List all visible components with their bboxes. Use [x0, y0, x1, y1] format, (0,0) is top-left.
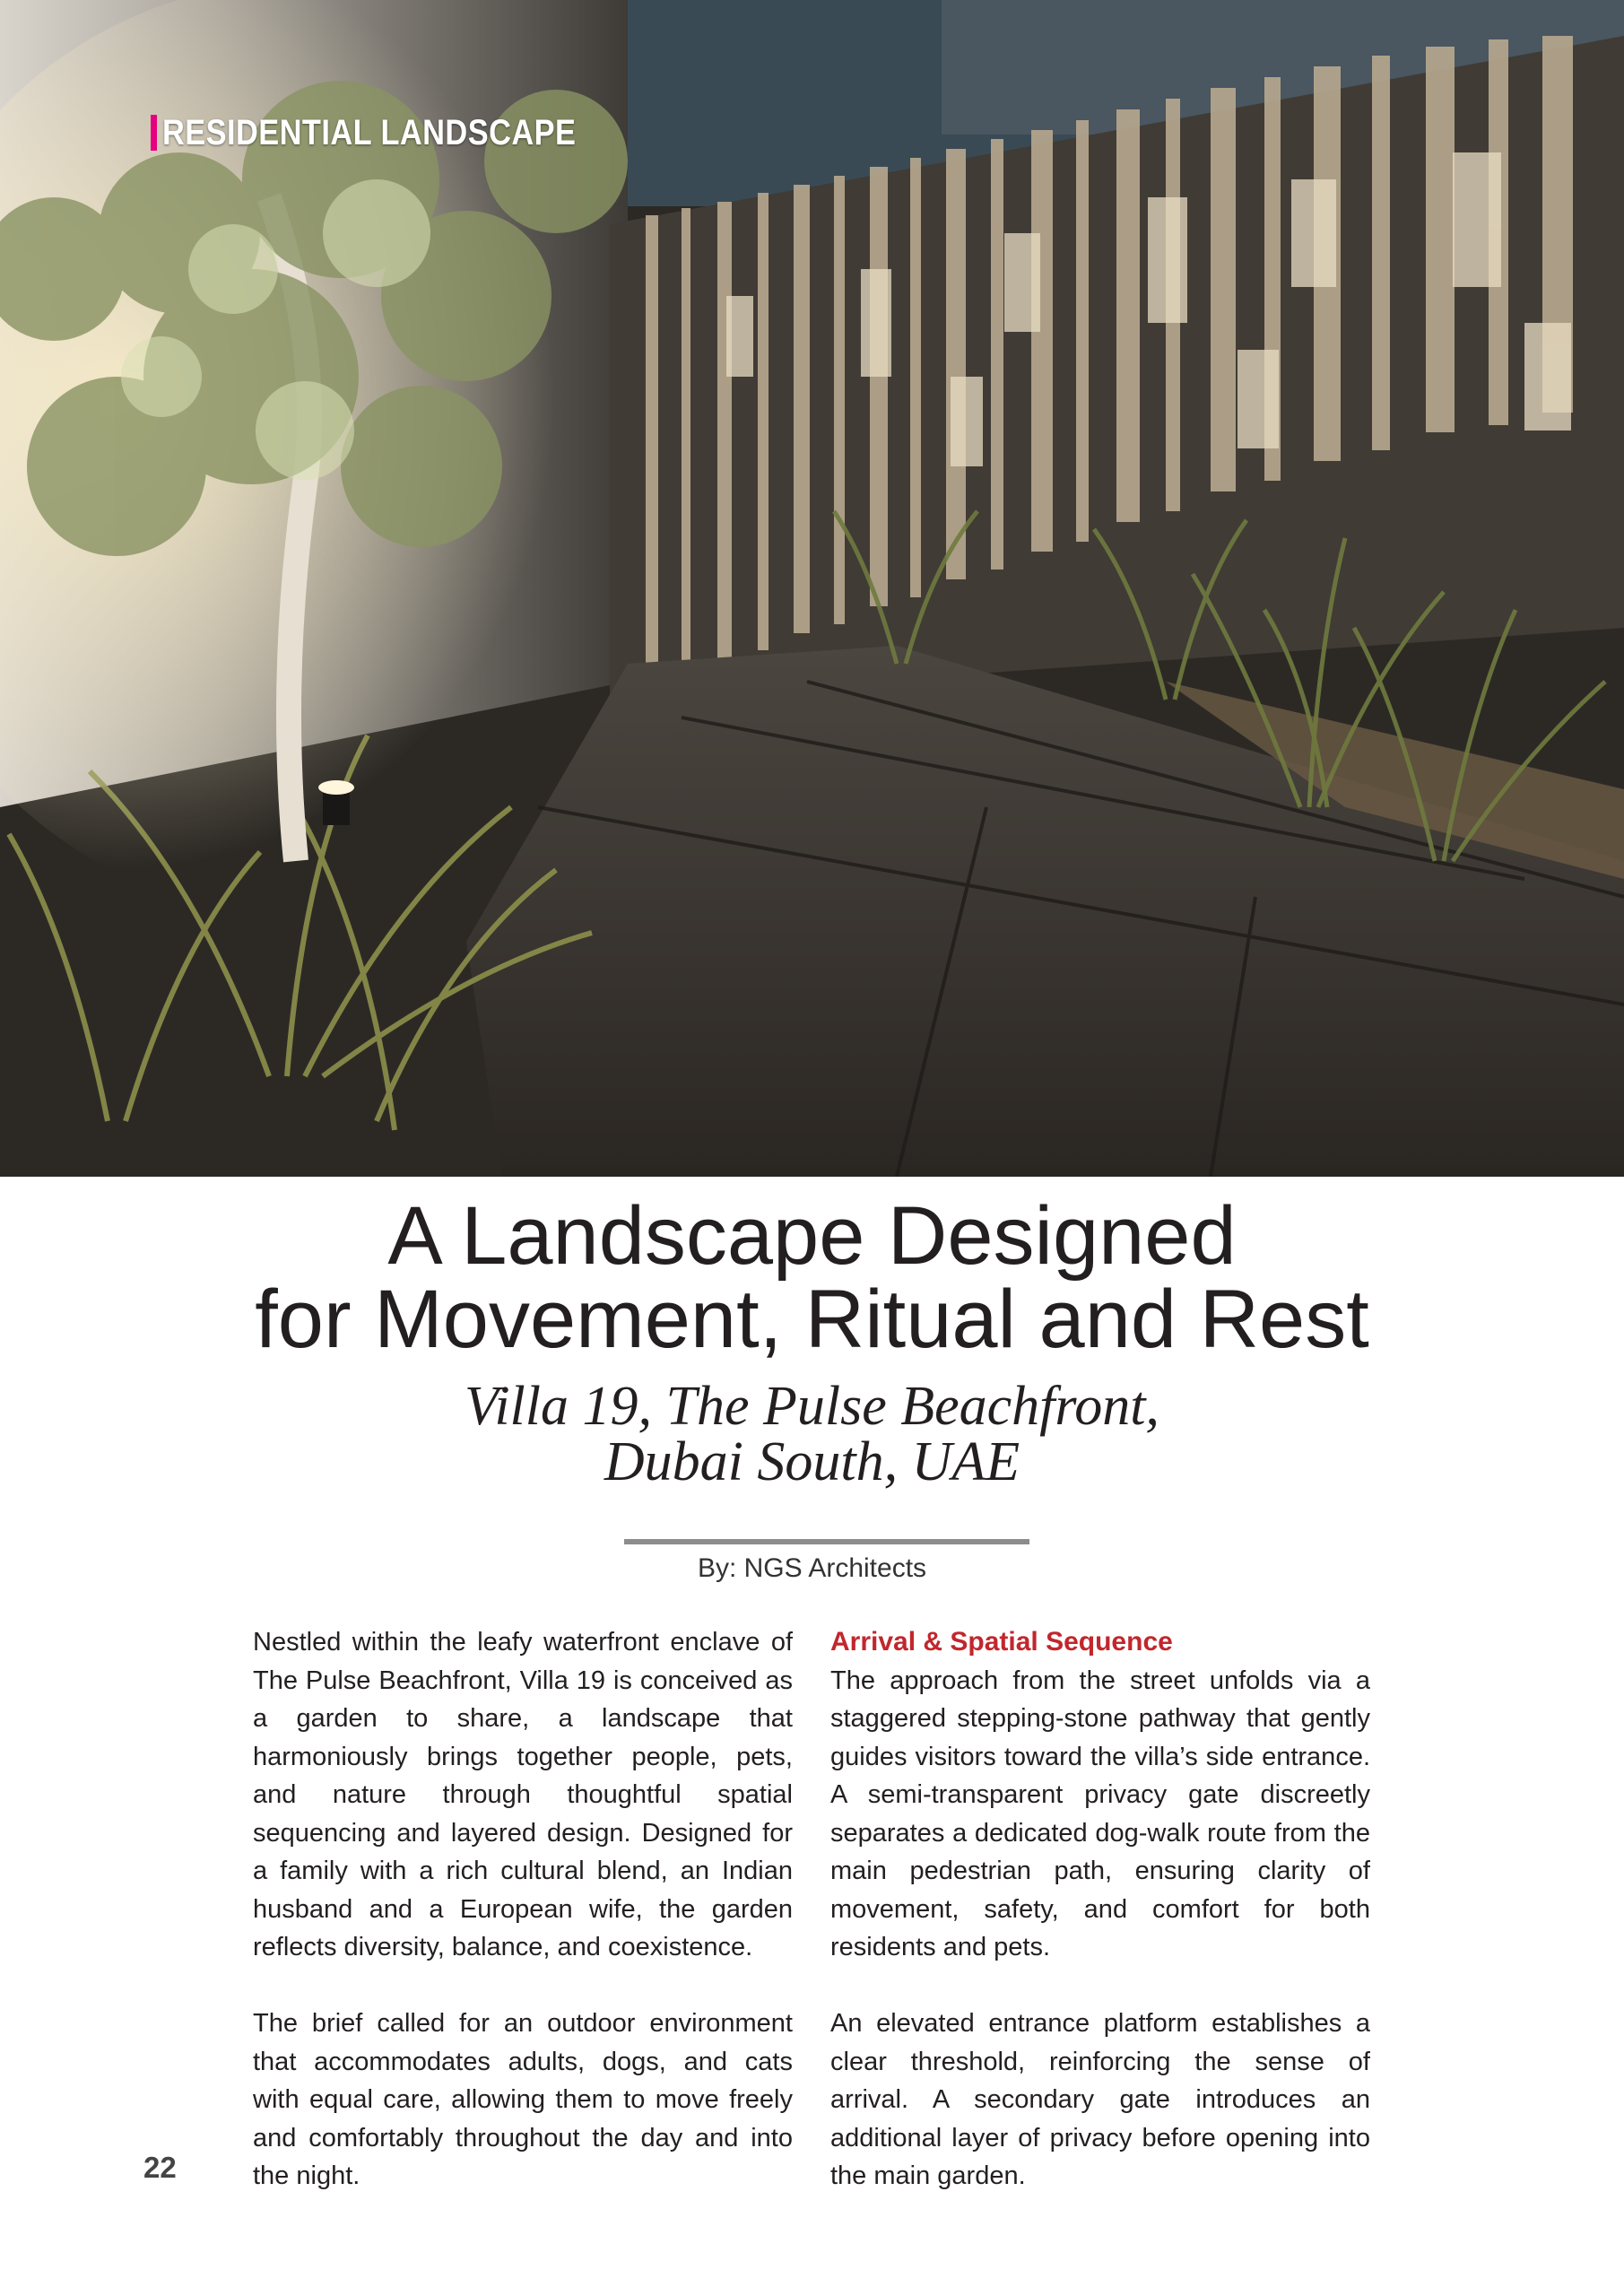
right-paragraph-2: An elevated entrance platform establishes a clear threshold, reinforcing the sense of arrival. A secondary gate introduces an additional layer of privacy before opening into the main garden.	[830, 2009, 1370, 2190]
left-paragraph-2: The brief called for an outdoor environment that accommodates adults, dogs, and cats with equal care, allowing them to move freely and comfortably throughout the day and into the night.	[253, 2009, 793, 2190]
left-column	[253, 1623, 793, 2233]
right-column	[830, 1623, 1370, 2233]
article-subtitle-line-1: Villa 19, The Pulse Beachfront,	[465, 1376, 1159, 1437]
section-tag	[151, 109, 643, 156]
section-tag-accent-bar	[151, 115, 157, 151]
page-number: 22	[143, 2151, 177, 2184]
right-paragraph-1: The approach from the street unfolds via a staggered stepping-stone pathway that gently guides visitors toward the villa’s side entrance. A semi-transparent privacy gate discreetly separates a dedicated dog-walk route from the main pedestrian path, ensuring clarity of movement, safety, and comfort for both residents and pets.	[830, 1665, 1370, 1961]
byline-divider	[624, 1539, 1029, 1544]
section-heading: Arrival & Spatial Sequence	[830, 1627, 1173, 1657]
article-title-line-2: for Movement, Ritual and Rest	[255, 1274, 1369, 1365]
byline: By: NGS Architects	[697, 1553, 927, 1583]
section-label: RESIDENTIAL LANDSCAPE	[162, 112, 577, 152]
article-title-line-1: A Landscape Designed	[387, 1190, 1237, 1282]
article-subtitle-line-2: Dubai South, UAE	[604, 1431, 1020, 1492]
left-paragraph-1: Nestled within the leafy waterfront enclave of The Pulse Beachfront, Villa 19 is conceived as a garden to share, a landscape that harmoniously brings together people, pets, and nature through thoughtful spatial sequencing and layered design. Designed for a family with a rich cultural blend, an Indian husband and a European wife, the garden reflects diversity, balance, and coexistence.	[253, 1628, 793, 1961]
